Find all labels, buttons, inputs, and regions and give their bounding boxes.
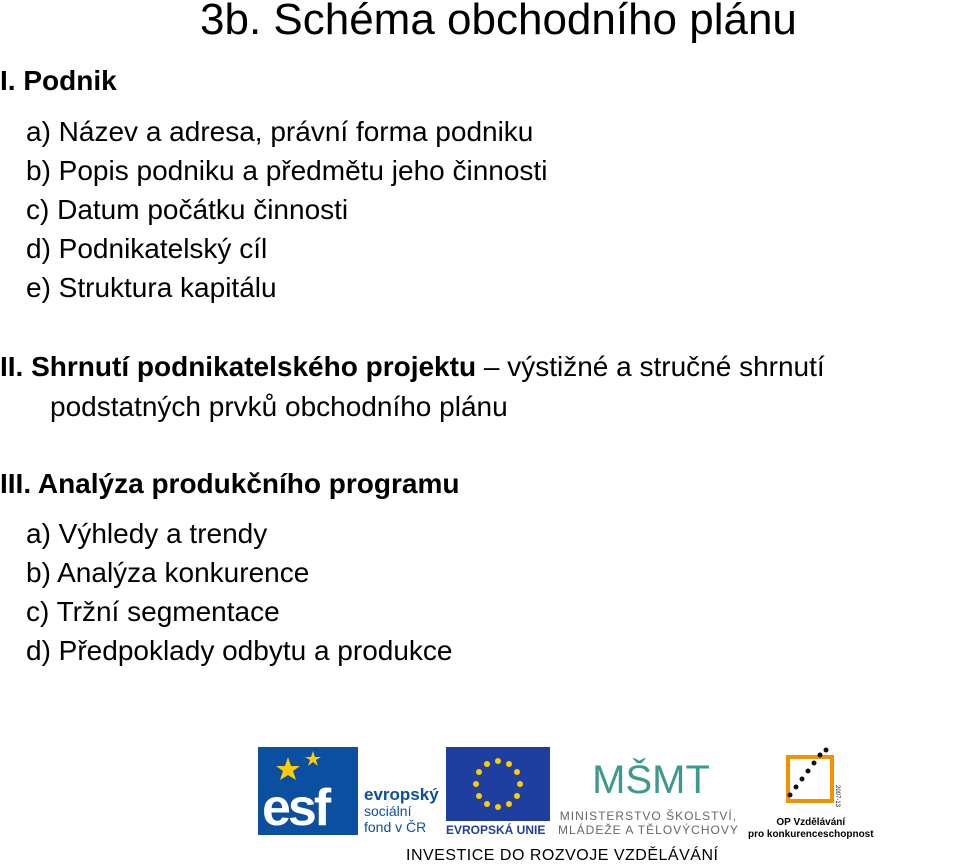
section-1-heading: I. Podnik (0, 65, 117, 96)
op-caption-line2: pro konkurenceschopnost (748, 829, 874, 840)
esf-caption-line2: sociální (364, 803, 412, 819)
section-1-item: d) Podnikatelský cíl (26, 233, 268, 264)
section-2-description-line2: podstatných prvků obchodního plánu (50, 391, 508, 422)
msmt-caption (558, 809, 739, 837)
esf-logo (258, 747, 358, 835)
svg-text:2007-13: 2007-13 (834, 785, 840, 808)
section-3-item: d) Předpoklady odbytu a produkce (26, 635, 453, 666)
footer-logos (258, 745, 878, 866)
msmt-caption-line2: MLÁDEŽE A TĚLOVÝCHOVY (558, 823, 739, 837)
footer-slogan: INVESTICE DO ROZVOJE VZDĚLÁVÁNÍ (406, 847, 719, 864)
esf-logo-text: esf (262, 779, 329, 837)
section-2-description: – výstižné a stručné shrnutí (476, 351, 825, 382)
eu-label: EVROPSKÁ UNIE (446, 823, 546, 837)
page-title: 3b. Schéma obchodního plánu (200, 0, 797, 44)
svg-text:MŠMT: MŠMT (592, 758, 710, 802)
section-1-item: c) Datum počátku činnosti (26, 194, 349, 225)
section-3-heading: III. Analýza produkčního programu (0, 468, 460, 499)
esf-caption-line1: evropský (364, 785, 439, 804)
esf-caption (364, 787, 439, 835)
op-caption (748, 817, 874, 841)
msmt-caption-line1: MINISTERSTVO ŠKOLSTVÍ, (559, 809, 738, 823)
section-2-block (0, 350, 825, 384)
section-1-item: e) Struktura kapitálu (26, 272, 277, 303)
section-1-item: a) Název a adresa, právní forma podniku (26, 116, 534, 147)
section-3-item: b) Analýza konkurence (26, 557, 310, 588)
eu-flag-icon (446, 747, 550, 821)
esf-caption-line3: fond v ČR (364, 819, 427, 835)
section-3-item: a) Výhledy a trendy (26, 518, 268, 549)
section-2-heading: II. Shrnutí podnikatelského projektu (0, 351, 477, 382)
op-logo-icon (780, 745, 844, 809)
section-3-item: c) Tržní segmentace (26, 596, 280, 627)
op-caption-line1: OP Vzdělávání (776, 817, 846, 828)
eu-stars-ring (446, 747, 550, 821)
section-1-item: b) Popis podniku a předmětu jeho činnosti (26, 155, 548, 186)
msmt-logo-icon (592, 745, 710, 807)
